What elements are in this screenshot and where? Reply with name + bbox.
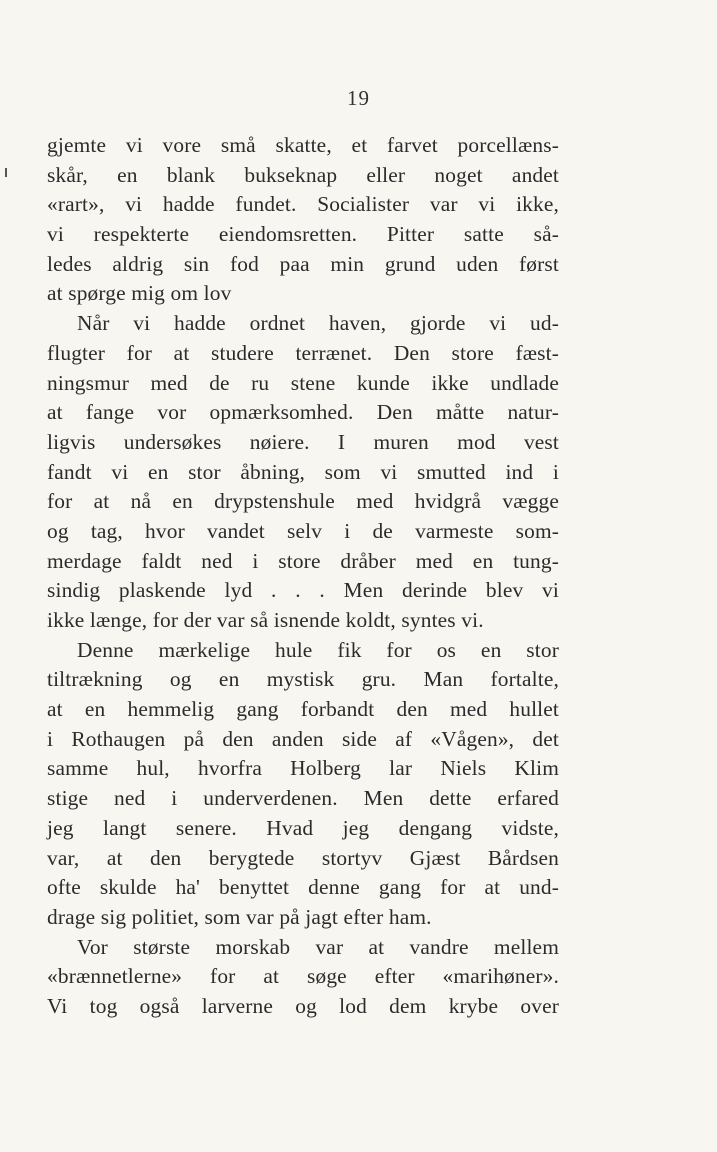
text-line: Vi tog også larverne og lod dem krybe over [47, 993, 559, 1018]
text-line: samme hul, hvorfra Holberg lar Niels Klim [47, 756, 559, 781]
text-line: merdage faldt ned i store dråber med en tung- [47, 548, 559, 573]
text-line: vi respekterte eiendomsretten. Pitter satte så- [47, 222, 559, 247]
text-line: og tag, hvor vandet selv i de varmeste som- [47, 518, 559, 543]
margin-mark [5, 168, 7, 177]
text-line: drage sig politiet, som var på jagt efter ham. [47, 904, 432, 929]
text-line: ofte skulde ha' benyttet denne gang for at und- [47, 875, 559, 900]
text-line: flugter for at studere terrænet. Den store fæst- [47, 340, 559, 365]
body-text [47, 131, 559, 1022]
text-line: jeg langt senere. Hvad jeg dengang vidste, [47, 815, 559, 840]
text-line: ledes aldrig sin fod paa min grund uden først [47, 251, 559, 276]
text-line: ligvis undersøkes nøiere. I muren mod vest [47, 429, 559, 454]
text-line: var, at den berygtede stortyv Gjæst Bårdsen [47, 845, 559, 870]
text-line: for at nå en drypstenshule med hvidgrå vægge [47, 489, 559, 514]
page-number: 19 [347, 86, 370, 110]
text-line: stige ned i underverdenen. Men dette erfared [47, 786, 559, 811]
text-line: at spørge mig om lov [47, 281, 232, 306]
text-line: ikke længe, for der var så isnende koldt, syntes vi. [47, 608, 484, 632]
text-line: at en hemmelig gang forbandt den med hullet [47, 697, 559, 722]
text-line: Vor største morskab var at vandre mellem [77, 934, 559, 959]
text-line: ningsmur med de ru stene kunde ikke undlade [47, 370, 559, 395]
text-line: i Rothaugen på den anden side af «Vågen», det [47, 726, 559, 751]
text-line: tiltrækning og en mystisk gru. Man fortalte, [47, 667, 559, 692]
text-line: at fange vor opmærksomhed. Den måtte natur- [47, 400, 559, 425]
text-line: Når vi hadde ordnet haven, gjorde vi ud- [77, 311, 559, 336]
text-line: fandt vi en stor åbning, som vi smutted ind i [47, 459, 559, 484]
text-line: Denne mærkelige hule fik for os en stor [77, 637, 559, 662]
text-line: «rart», vi hadde fundet. Socialister var vi ikke, [47, 192, 559, 217]
text-line: sindig plaskende lyd . . . Men derinde blev vi [47, 578, 559, 603]
text-line: skår, en blank bukseknap eller noget andet [47, 162, 559, 187]
text-line: «brænnetlerne» for at søge efter «marihøner». [47, 964, 559, 989]
text-line: gjemte vi vore små skatte, et farvet porcellæns- [47, 133, 559, 157]
